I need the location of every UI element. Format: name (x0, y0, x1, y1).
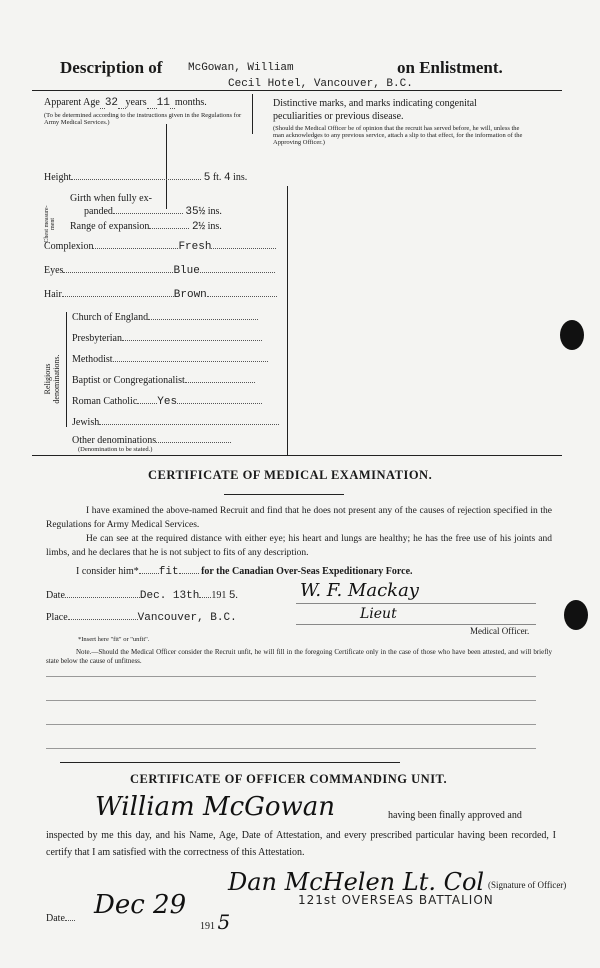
commanding-text-2: inspected by me this day, and his Name, Age, Date of Attestation, and every prescribed particular having been recorded, I certify that I am satisfied with the correctness of this Attestation. (46, 830, 556, 858)
commanding-text-1: having been finally approved and (388, 810, 522, 821)
religion-methodist: Methodist (72, 354, 268, 365)
religion-jewish: Jewish (72, 417, 279, 428)
commanding-officer-signature: Dan McHelen Lt. Col (228, 868, 485, 896)
range-row: Range of expansion 2½ ins. (70, 221, 222, 233)
medical-officer-label: Medical Officer. (470, 626, 530, 636)
religion-baptist: Baptist or Congregationalist (72, 375, 255, 386)
signature-of-officer-label: (Signature of Officer) (488, 880, 567, 890)
age-label: Apparent Age 32 years 11 months. (44, 97, 207, 109)
girth-row: panded 35½ ins. (84, 206, 222, 218)
punch-hole (560, 320, 584, 350)
punch-hole (564, 600, 588, 630)
medical-place-row: Place Vancouver, B.C. (46, 612, 237, 624)
girth-label-1: Girth when fully ex- (70, 193, 152, 204)
commanding-heading: CERTIFICATE OF OFFICER COMMANDING UNIT. (130, 772, 448, 786)
religion-presbyterian: Presbyterian (72, 333, 262, 344)
recruit-name: McGowan, William (188, 62, 294, 74)
religion-church-of-england: Church of England (72, 312, 258, 323)
distinctive-marks-label: Distinctive marks, and marks indicating congenital peculiarities or previous disease. (273, 98, 477, 122)
height-row: Height 5 ft. 4 ins. (44, 172, 248, 184)
medical-para-1: I have examined the above-named Recruit and find that he does not present any of the causes of rejection specified in the Regulations for Army Medical Services. (46, 506, 552, 530)
consider-row: I consider him* fit for the Canadian Over-Seas Expeditionary Force. (76, 566, 413, 578)
denomination-note: (Denomination to be stated.) (78, 446, 153, 453)
religion-other: Other denominations (72, 435, 231, 446)
medical-note: Note.—Should the Medical Officer consider the Recruit unfit, he will fill in the foregoing Certificate only in the case of those who have been attested, and will briefly state below the cause of unfitness. (46, 648, 552, 665)
hair-row: Hair Brown (44, 289, 277, 301)
religion-label: Religious denominations. (43, 354, 61, 404)
religion-roman-catholic: Roman Catholic Yes (72, 396, 262, 408)
marks-note: (Should the Medical Officer be of opinion that the recruit has served before, he will, unless the man acknowledges to any previous service, attach a slip to that effect, for the information of the Approving Officer.) (273, 125, 523, 146)
medical-officer-rank: Lieut (360, 606, 397, 622)
title-suffix: on Enlistment. (397, 58, 503, 77)
commanding-date: Dec 29 (94, 890, 187, 920)
chest-label: Chest measure-ment (44, 205, 56, 243)
complexion-row: Complexion Fresh (44, 241, 276, 253)
recruit-signature: William McGowan (95, 792, 336, 822)
title-prefix: Description of (60, 58, 163, 77)
insert-note: *Insert here "fit" or "unfit". (78, 636, 150, 643)
battalion-stamp: 121st OVERSEAS BATTALION (298, 893, 494, 907)
medical-date-row: Date Dec. 13th 191 5. (46, 590, 238, 602)
commanding-year: 191 5 (200, 910, 231, 934)
recruit-address: Cecil Hotel, Vancouver, B.C. (228, 78, 413, 90)
commanding-date-row: Date (46, 913, 75, 924)
medical-para-2: He can see at the required distance with either eye; his heart and lungs are healthy; he has the free use of his joints and limbs, and he declares that he is not subject to fits of any description. (46, 534, 552, 558)
medical-officer-signature: W. F. Mackay (300, 580, 419, 601)
age-note: (To be determined according to the instructions given in the Regulations for Army Medical Services.) (44, 112, 242, 126)
eyes-row: Eyes Blue (44, 265, 275, 277)
medical-heading: CERTIFICATE OF MEDICAL EXAMINATION. (148, 468, 433, 482)
